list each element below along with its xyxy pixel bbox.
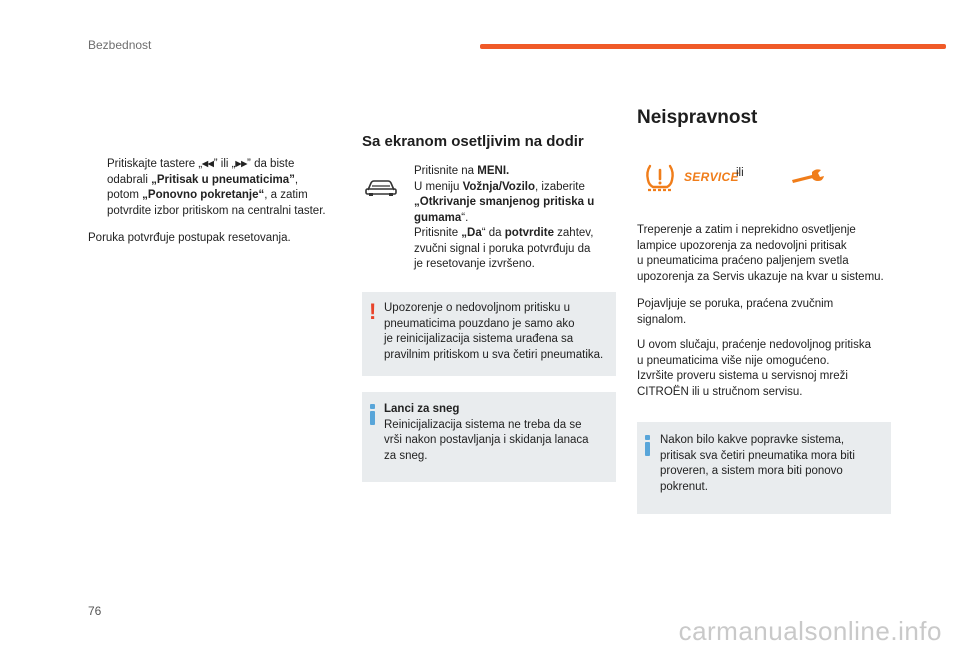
- repair-info-text: Nakon bilo kakve popravke sistema, pritisak sva četiri pneumatika mora biti proveren, a sistem mora biti ponovo pokrenut.: [660, 434, 855, 493]
- tyre-pressure-warning-icon: [644, 162, 676, 192]
- or-text: ili: [736, 167, 744, 179]
- section-label: Bezbednost: [88, 38, 152, 52]
- service-warning-indicator: [644, 162, 739, 192]
- repair-info-box: [637, 422, 891, 514]
- instruction-line-2: odabrali „Pritisak u pneumaticima”,: [107, 173, 299, 186]
- page-number: 76: [88, 604, 102, 618]
- instruction-line-3: potom „Ponovno pokretanje“, a zatim: [107, 189, 308, 201]
- warning-text: Upozorenje o nedovoljnom pritisku u pneumaticima pouzdano je samo ako je reinicijalizacija sistema urađena sa pravilnim pritiskom u sva četiri pneumatika.: [384, 302, 604, 361]
- warning-box: [362, 292, 616, 376]
- malfunction-paragraph-1: Treperenje a zatim i neprekidno osvetljenje lampice upozorenja za nedovoljni pritisak u pneumaticima praćeno paljenjem svetla upozorenja za Servis ukazuje na kvar u sistemu.: [637, 224, 884, 283]
- instruction-line-4: potvrdite izbor pritiskom na centralni taster.: [107, 204, 326, 217]
- snow-chains-title: Lanci za sneg: [384, 403, 460, 415]
- malfunction-heading: Neispravnost: [637, 107, 758, 128]
- snow-chains-text: Lanci za sneg Reinicijalizacija sistema ne treba da se vrši nakon postavljanja i skidanja lanaca za sneg.: [384, 403, 589, 462]
- service-label: SERVICE: [684, 170, 739, 184]
- warning-icon: !: [369, 299, 377, 324]
- malfunction-paragraph-2: Pojavljuje se poruka, praćena zvučnim signalom.: [637, 298, 834, 326]
- next-arrows-icon: ▸▸: [235, 158, 248, 170]
- header-accent-bar: [480, 44, 946, 49]
- instruction-line-1: Pritiskajte tastere „◂◂” ili „▸▸” da biste: [107, 158, 295, 170]
- car-icon: [364, 177, 398, 202]
- prev-arrows-icon: ◂◂: [202, 158, 214, 170]
- info-icon: [645, 435, 650, 456]
- touchscreen-steps: Pritisnite na MENI. U meniju Vožnja/Vozilo, izaberite „Otkrivanje smanjenog pritiska u gumama“. Pritisnite „Da“ da potvrdite zahtev, zvučni signal i poruka potvrđuju da je resetovanje izvršeno.: [414, 165, 595, 270]
- result-text: Poruka potvrđuje postupak resetovanja.: [88, 232, 291, 244]
- info-icon: [370, 404, 375, 425]
- snow-chains-info-box: [362, 392, 616, 482]
- wrench-icon: [790, 168, 826, 191]
- malfunction-paragraph-3: U ovom slučaju, praćenje nedovoljnog pritiska u pneumaticima više nije omogućeno. Izvršite proveru sistema u servisnoj mreži CITROËN ili u stručnom servisu.: [637, 339, 871, 398]
- watermark: carmanualsonline.info: [678, 616, 942, 646]
- touchscreen-heading: Sa ekranom osetljivim na dodir: [362, 133, 584, 150]
- instruction-bullet: [88, 157, 350, 219]
